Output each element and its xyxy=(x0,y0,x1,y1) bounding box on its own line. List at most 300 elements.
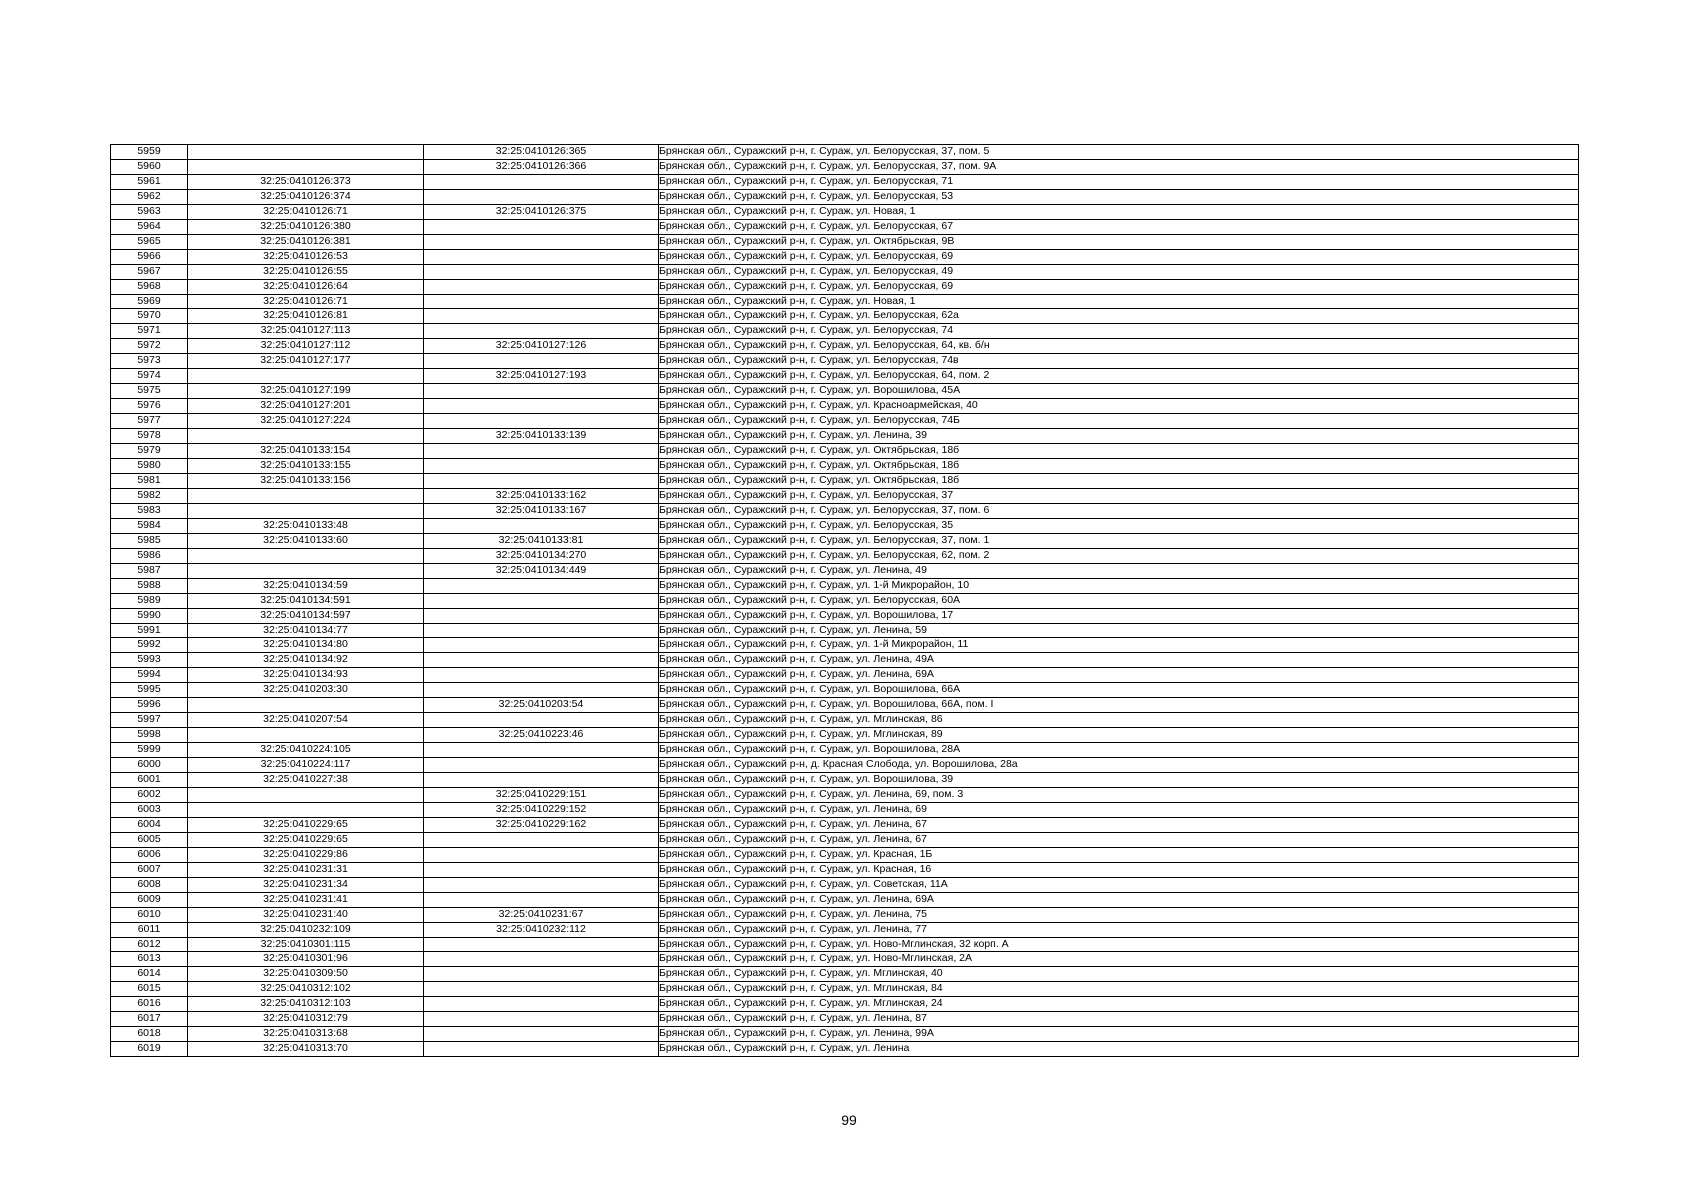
related-cadastral-number-cell: 32:25:0410203:54 xyxy=(424,698,659,713)
cadastral-number-cell: 32:25:0410134:93 xyxy=(188,668,424,683)
row-number-cell: 5999 xyxy=(111,743,188,758)
address-cell: Брянская обл., Суражский р-н, г. Сураж, ул. Октябрьская, 18б xyxy=(659,473,1579,488)
cadastral-number-cell: 32:25:0410231:31 xyxy=(188,862,424,877)
address-cell: Брянская обл., Суражский р-н, г. Сураж, ул. Ворошилова, 17 xyxy=(659,608,1579,623)
table-row xyxy=(111,503,1579,518)
row-number-cell: 5997 xyxy=(111,713,188,728)
table-row xyxy=(111,264,1579,279)
table-row xyxy=(111,219,1579,234)
related-cadastral-number-cell xyxy=(424,279,659,294)
related-cadastral-number-cell: 32:25:0410133:162 xyxy=(424,488,659,503)
related-cadastral-number-cell xyxy=(424,997,659,1012)
related-cadastral-number-cell xyxy=(424,862,659,877)
related-cadastral-number-cell xyxy=(424,399,659,414)
address-cell: Брянская обл., Суражский р-н, г. Сураж, ул. Белорусская, 74Б xyxy=(659,414,1579,429)
cadastral-number-cell: 32:25:0410134:80 xyxy=(188,638,424,653)
related-cadastral-number-cell xyxy=(424,174,659,189)
address-cell: Брянская обл., Суражский р-н, г. Сураж, ул. Белорусская, 37, пом. 5 xyxy=(659,145,1579,160)
address-cell: Брянская обл., Суражский р-н, г. Сураж, ул. Октябрьская, 18б xyxy=(659,444,1579,459)
related-cadastral-number-cell xyxy=(424,638,659,653)
cadastral-number-cell: 32:25:0410127:113 xyxy=(188,324,424,339)
table-row xyxy=(111,713,1579,728)
table-row xyxy=(111,892,1579,907)
cadastral-number-cell xyxy=(188,369,424,384)
table-row xyxy=(111,758,1579,773)
related-cadastral-number-cell xyxy=(424,683,659,698)
cadastral-number-cell: 32:25:0410231:40 xyxy=(188,907,424,922)
table-row xyxy=(111,773,1579,788)
address-cell: Брянская обл., Суражский р-н, г. Сураж, ул. Белорусская, 64, пом. 2 xyxy=(659,369,1579,384)
row-number-cell: 5974 xyxy=(111,369,188,384)
row-number-cell: 6003 xyxy=(111,802,188,817)
address-cell: Брянская обл., Суражский р-н, г. Сураж, ул. Белорусская, 35 xyxy=(659,518,1579,533)
row-number-cell: 6015 xyxy=(111,982,188,997)
address-cell: Брянская обл., Суражский р-н, г. Сураж, ул. Ленина, 69А xyxy=(659,892,1579,907)
row-number-cell: 5994 xyxy=(111,668,188,683)
cadastral-number-cell: 32:25:0410313:70 xyxy=(188,1042,424,1057)
related-cadastral-number-cell xyxy=(424,459,659,474)
address-cell: Брянская обл., Суражский р-н, г. Сураж, ул. Красная, 1Б xyxy=(659,847,1579,862)
cadastral-number-cell: 32:25:0410127:201 xyxy=(188,399,424,414)
table-row xyxy=(111,1027,1579,1042)
cadastral-number-cell: 32:25:0410126:71 xyxy=(188,204,424,219)
address-cell: Брянская обл., Суражский р-н, г. Сураж, ул. Белорусская, 62, пом. 2 xyxy=(659,548,1579,563)
row-number-cell: 6012 xyxy=(111,937,188,952)
table-row xyxy=(111,174,1579,189)
cadastral-number-cell: 32:25:0410227:38 xyxy=(188,773,424,788)
table-row xyxy=(111,638,1579,653)
cadastral-number-cell: 32:25:0410224:105 xyxy=(188,743,424,758)
table-row xyxy=(111,384,1579,399)
address-cell: Брянская обл., Суражский р-н, г. Сураж, ул. Белорусская, 67 xyxy=(659,219,1579,234)
table-row xyxy=(111,862,1579,877)
related-cadastral-number-cell: 32:25:0410126:365 xyxy=(424,145,659,160)
cadastral-number-cell: 32:25:0410229:65 xyxy=(188,832,424,847)
registry-table-body xyxy=(111,145,1579,1057)
cadastral-number-cell: 32:25:0410312:79 xyxy=(188,1012,424,1027)
address-cell: Брянская обл., Суражский р-н, г. Сураж, ул. Ленина, 69, пом. 3 xyxy=(659,787,1579,802)
table-row xyxy=(111,997,1579,1012)
table-row xyxy=(111,787,1579,802)
row-number-cell: 5972 xyxy=(111,339,188,354)
row-number-cell: 5984 xyxy=(111,518,188,533)
table-row xyxy=(111,817,1579,832)
row-number-cell: 5989 xyxy=(111,593,188,608)
row-number-cell: 5993 xyxy=(111,653,188,668)
address-cell: Брянская обл., Суражский р-н, г. Сураж, ул. 1-й Микрорайон, 10 xyxy=(659,578,1579,593)
address-cell: Брянская обл., Суражский р-н, г. Сураж, ул. Ворошилова, 28А xyxy=(659,743,1579,758)
row-number-cell: 5970 xyxy=(111,309,188,324)
cadastral-number-cell xyxy=(188,159,424,174)
row-number-cell: 6017 xyxy=(111,1012,188,1027)
address-cell: Брянская обл., Суражский р-н, г. Сураж, ул. Октябрьская, 9В xyxy=(659,234,1579,249)
address-cell: Брянская обл., Суражский р-н, г. Сураж, ул. Белорусская, 37, пом. 6 xyxy=(659,503,1579,518)
address-cell: Брянская обл., Суражский р-н, г. Сураж, ул. Ленина, 69 xyxy=(659,802,1579,817)
table-row xyxy=(111,533,1579,548)
related-cadastral-number-cell xyxy=(424,832,659,847)
address-cell: Брянская обл., Суражский р-н, г. Сураж, ул. Мглинская, 89 xyxy=(659,728,1579,743)
address-cell: Брянская обл., Суражский р-н, г. Сураж, ул. Белорусская, 74в xyxy=(659,354,1579,369)
row-number-cell: 5967 xyxy=(111,264,188,279)
address-cell: Брянская обл., Суражский р-н, г. Сураж, ул. Ворошилова, 66А xyxy=(659,683,1579,698)
row-number-cell: 5987 xyxy=(111,563,188,578)
cadastral-number-cell: 32:25:0410127:224 xyxy=(188,414,424,429)
related-cadastral-number-cell: 32:25:0410229:152 xyxy=(424,802,659,817)
related-cadastral-number-cell: 32:25:0410134:449 xyxy=(424,563,659,578)
related-cadastral-number-cell xyxy=(424,892,659,907)
table-row xyxy=(111,563,1579,578)
row-number-cell: 5961 xyxy=(111,174,188,189)
cadastral-number-cell: 32:25:0410134:92 xyxy=(188,653,424,668)
address-cell: Брянская обл., Суражский р-н, г. Сураж, ул. Мглинская, 84 xyxy=(659,982,1579,997)
cadastral-number-cell xyxy=(188,563,424,578)
table-row xyxy=(111,802,1579,817)
cadastral-number-cell: 32:25:0410224:117 xyxy=(188,758,424,773)
table-row xyxy=(111,1042,1579,1057)
row-number-cell: 5965 xyxy=(111,234,188,249)
table-row xyxy=(111,459,1579,474)
related-cadastral-number-cell xyxy=(424,952,659,967)
cadastral-number-cell: 32:25:0410127:199 xyxy=(188,384,424,399)
address-cell: Брянская обл., Суражский р-н, г. Сураж, ул. Ново-Мглинская, 2А xyxy=(659,952,1579,967)
table-row xyxy=(111,1012,1579,1027)
cadastral-number-cell xyxy=(188,503,424,518)
table-row xyxy=(111,279,1579,294)
address-cell: Брянская обл., Суражский р-н, г. Сураж, ул. Белорусская, 64, кв. б/н xyxy=(659,339,1579,354)
cadastral-number-cell: 32:25:0410126:373 xyxy=(188,174,424,189)
row-number-cell: 6004 xyxy=(111,817,188,832)
table-row xyxy=(111,444,1579,459)
address-cell: Брянская обл., Суражский р-н, г. Сураж, ул. Белорусская, 62а xyxy=(659,309,1579,324)
row-number-cell: 6005 xyxy=(111,832,188,847)
row-number-cell: 5985 xyxy=(111,533,188,548)
related-cadastral-number-cell xyxy=(424,877,659,892)
cadastral-number-cell: 32:25:0410301:96 xyxy=(188,952,424,967)
row-number-cell: 5988 xyxy=(111,578,188,593)
row-number-cell: 5960 xyxy=(111,159,188,174)
cadastral-number-cell: 32:25:0410312:102 xyxy=(188,982,424,997)
related-cadastral-number-cell: 32:25:0410133:81 xyxy=(424,533,659,548)
table-row xyxy=(111,698,1579,713)
cadastral-number-cell: 32:25:0410126:380 xyxy=(188,219,424,234)
related-cadastral-number-cell xyxy=(424,249,659,264)
row-number-cell: 5969 xyxy=(111,294,188,309)
cadastral-number-cell: 32:25:0410134:77 xyxy=(188,623,424,638)
cadastral-number-cell: 32:25:0410312:103 xyxy=(188,997,424,1012)
address-cell: Брянская обл., Суражский р-н, г. Сураж, ул. 1-й Микрорайон, 11 xyxy=(659,638,1579,653)
cadastral-number-cell: 32:25:0410229:86 xyxy=(188,847,424,862)
property-registry-table xyxy=(110,144,1579,1057)
row-number-cell: 5976 xyxy=(111,399,188,414)
table-row xyxy=(111,488,1579,503)
related-cadastral-number-cell: 32:25:0410223:46 xyxy=(424,728,659,743)
related-cadastral-number-cell xyxy=(424,593,659,608)
related-cadastral-number-cell xyxy=(424,847,659,862)
related-cadastral-number-cell xyxy=(424,354,659,369)
row-number-cell: 5966 xyxy=(111,249,188,264)
row-number-cell: 6001 xyxy=(111,773,188,788)
row-number-cell: 6002 xyxy=(111,787,188,802)
row-number-cell: 5978 xyxy=(111,429,188,444)
cadastral-number-cell: 32:25:0410133:48 xyxy=(188,518,424,533)
address-cell: Брянская обл., Суражский р-н, г. Сураж, ул. Мглинская, 86 xyxy=(659,713,1579,728)
registry-sheet xyxy=(110,144,1578,1057)
row-number-cell: 5981 xyxy=(111,473,188,488)
related-cadastral-number-cell xyxy=(424,578,659,593)
related-cadastral-number-cell xyxy=(424,444,659,459)
table-row xyxy=(111,369,1579,384)
cadastral-number-cell: 32:25:0410126:81 xyxy=(188,309,424,324)
address-cell: Брянская обл., Суражский р-н, г. Сураж, ул. Октябрьская, 18б xyxy=(659,459,1579,474)
table-row xyxy=(111,429,1579,444)
related-cadastral-number-cell: 32:25:0410229:162 xyxy=(424,817,659,832)
address-cell: Брянская обл., Суражский р-н, г. Сураж, ул. Ново-Мглинская, 32 корп. А xyxy=(659,937,1579,952)
cadastral-number-cell: 32:25:0410133:155 xyxy=(188,459,424,474)
row-number-cell: 6010 xyxy=(111,907,188,922)
row-number-cell: 5968 xyxy=(111,279,188,294)
row-number-cell: 6016 xyxy=(111,997,188,1012)
row-number-cell: 5992 xyxy=(111,638,188,653)
table-row xyxy=(111,189,1579,204)
row-number-cell: 5991 xyxy=(111,623,188,638)
related-cadastral-number-cell: 32:25:0410127:193 xyxy=(424,369,659,384)
cadastral-number-cell xyxy=(188,145,424,160)
row-number-cell: 6007 xyxy=(111,862,188,877)
cadastral-number-cell xyxy=(188,488,424,503)
table-row xyxy=(111,578,1579,593)
table-row xyxy=(111,668,1579,683)
address-cell: Брянская обл., Суражский р-н, г. Сураж, ул. Мглинская, 40 xyxy=(659,967,1579,982)
related-cadastral-number-cell xyxy=(424,937,659,952)
related-cadastral-number-cell xyxy=(424,623,659,638)
related-cadastral-number-cell xyxy=(424,309,659,324)
cadastral-number-cell: 32:25:0410313:68 xyxy=(188,1027,424,1042)
address-cell: Брянская обл., Суражский р-н, г. Сураж, ул. Ленина, 67 xyxy=(659,817,1579,832)
address-cell: Брянская обл., Суражский р-н, г. Сураж, ул. Белорусская, 74 xyxy=(659,324,1579,339)
row-number-cell: 5971 xyxy=(111,324,188,339)
related-cadastral-number-cell xyxy=(424,264,659,279)
table-row xyxy=(111,608,1579,623)
table-row xyxy=(111,518,1579,533)
related-cadastral-number-cell xyxy=(424,294,659,309)
related-cadastral-number-cell: 32:25:0410229:151 xyxy=(424,787,659,802)
related-cadastral-number-cell xyxy=(424,219,659,234)
row-number-cell: 6018 xyxy=(111,1027,188,1042)
table-row xyxy=(111,623,1579,638)
row-number-cell: 6009 xyxy=(111,892,188,907)
row-number-cell: 6008 xyxy=(111,877,188,892)
cadastral-number-cell: 32:25:0410127:112 xyxy=(188,339,424,354)
table-row xyxy=(111,548,1579,563)
table-row xyxy=(111,593,1579,608)
address-cell: Брянская обл., Суражский р-н, г. Сураж, ул. Советская, 11А xyxy=(659,877,1579,892)
related-cadastral-number-cell xyxy=(424,473,659,488)
address-cell: Брянская обл., Суражский р-н, г. Сураж, ул. Новая, 1 xyxy=(659,204,1579,219)
related-cadastral-number-cell xyxy=(424,518,659,533)
address-cell: Брянская обл., Суражский р-н, д. Красная Слобода, ул. Ворошилова, 28а xyxy=(659,758,1579,773)
address-cell: Брянская обл., Суражский р-н, г. Сураж, ул. Ленина, 67 xyxy=(659,832,1579,847)
page-number: 99 xyxy=(841,1112,857,1128)
related-cadastral-number-cell: 32:25:0410126:375 xyxy=(424,204,659,219)
related-cadastral-number-cell xyxy=(424,653,659,668)
table-row xyxy=(111,145,1579,160)
cadastral-number-cell xyxy=(188,728,424,743)
cadastral-number-cell: 32:25:0410301:115 xyxy=(188,937,424,952)
cadastral-number-cell: 32:25:0410133:154 xyxy=(188,444,424,459)
address-cell: Брянская обл., Суражский р-н, г. Сураж, ул. Ленина, 49А xyxy=(659,653,1579,668)
address-cell: Брянская обл., Суражский р-н, г. Сураж, ул. Ленина, 49 xyxy=(659,563,1579,578)
related-cadastral-number-cell xyxy=(424,743,659,758)
cadastral-number-cell xyxy=(188,548,424,563)
table-row xyxy=(111,847,1579,862)
cadastral-number-cell: 32:25:0410134:591 xyxy=(188,593,424,608)
cadastral-number-cell: 32:25:0410231:41 xyxy=(188,892,424,907)
address-cell: Брянская обл., Суражский р-н, г. Сураж, ул. Ворошилова, 45А xyxy=(659,384,1579,399)
related-cadastral-number-cell xyxy=(424,234,659,249)
related-cadastral-number-cell: 32:25:0410126:366 xyxy=(424,159,659,174)
cadastral-number-cell: 32:25:0410126:55 xyxy=(188,264,424,279)
address-cell: Брянская обл., Суражский р-н, г. Сураж, ул. Ленина, 69А xyxy=(659,668,1579,683)
address-cell: Брянская обл., Суражский р-н, г. Сураж, ул. Белорусская, 69 xyxy=(659,279,1579,294)
table-row xyxy=(111,309,1579,324)
cadastral-number-cell: 32:25:0410126:71 xyxy=(188,294,424,309)
related-cadastral-number-cell xyxy=(424,324,659,339)
cadastral-number-cell: 32:25:0410126:374 xyxy=(188,189,424,204)
cadastral-number-cell: 32:25:0410126:53 xyxy=(188,249,424,264)
related-cadastral-number-cell: 32:25:0410232:112 xyxy=(424,922,659,937)
related-cadastral-number-cell xyxy=(424,668,659,683)
address-cell: Брянская обл., Суражский р-н, г. Сураж, ул. Ленина, 39 xyxy=(659,429,1579,444)
related-cadastral-number-cell xyxy=(424,1012,659,1027)
cadastral-number-cell: 32:25:0410229:65 xyxy=(188,817,424,832)
cadastral-number-cell: 32:25:0410134:597 xyxy=(188,608,424,623)
cadastral-number-cell: 32:25:0410232:109 xyxy=(188,922,424,937)
related-cadastral-number-cell xyxy=(424,773,659,788)
address-cell: Брянская обл., Суражский р-н, г. Сураж, ул. Ленина, 77 xyxy=(659,922,1579,937)
table-row xyxy=(111,877,1579,892)
row-number-cell: 5982 xyxy=(111,488,188,503)
row-number-cell: 6013 xyxy=(111,952,188,967)
table-row xyxy=(111,967,1579,982)
table-row xyxy=(111,294,1579,309)
row-number-cell: 5995 xyxy=(111,683,188,698)
related-cadastral-number-cell: 32:25:0410133:139 xyxy=(424,429,659,444)
address-cell: Брянская обл., Суражский р-н, г. Сураж, ул. Белорусская, 49 xyxy=(659,264,1579,279)
address-cell: Брянская обл., Суражский р-н, г. Сураж, ул. Ленина, 59 xyxy=(659,623,1579,638)
address-cell: Брянская обл., Суражский р-н, г. Сураж, ул. Белорусская, 53 xyxy=(659,189,1579,204)
related-cadastral-number-cell xyxy=(424,1042,659,1057)
address-cell: Брянская обл., Суражский р-н, г. Сураж, ул. Ворошилова, 39 xyxy=(659,773,1579,788)
row-number-cell: 5977 xyxy=(111,414,188,429)
address-cell: Брянская обл., Суражский р-н, г. Сураж, ул. Белорусская, 37, пом. 1 xyxy=(659,533,1579,548)
cadastral-number-cell xyxy=(188,429,424,444)
table-row xyxy=(111,907,1579,922)
related-cadastral-number-cell xyxy=(424,758,659,773)
cadastral-number-cell xyxy=(188,802,424,817)
row-number-cell: 6019 xyxy=(111,1042,188,1057)
address-cell: Брянская обл., Суражский р-н, г. Сураж, ул. Белорусская, 69 xyxy=(659,249,1579,264)
address-cell: Брянская обл., Суражский р-н, г. Сураж, ул. Ленина, 75 xyxy=(659,907,1579,922)
table-row xyxy=(111,952,1579,967)
cadastral-number-cell: 32:25:0410231:34 xyxy=(188,877,424,892)
cadastral-number-cell: 32:25:0410126:381 xyxy=(188,234,424,249)
related-cadastral-number-cell: 32:25:0410127:126 xyxy=(424,339,659,354)
table-row xyxy=(111,832,1579,847)
row-number-cell: 5973 xyxy=(111,354,188,369)
cadastral-number-cell: 32:25:0410126:64 xyxy=(188,279,424,294)
address-cell: Брянская обл., Суражский р-н, г. Сураж, ул. Белорусская, 71 xyxy=(659,174,1579,189)
cadastral-number-cell: 32:25:0410133:60 xyxy=(188,533,424,548)
address-cell: Брянская обл., Суражский р-н, г. Сураж, ул. Красноармейская, 40 xyxy=(659,399,1579,414)
related-cadastral-number-cell xyxy=(424,982,659,997)
related-cadastral-number-cell: 32:25:0410231:67 xyxy=(424,907,659,922)
table-row xyxy=(111,399,1579,414)
related-cadastral-number-cell: 32:25:0410133:167 xyxy=(424,503,659,518)
table-row xyxy=(111,683,1579,698)
row-number-cell: 6000 xyxy=(111,758,188,773)
cadastral-number-cell: 32:25:0410309:50 xyxy=(188,967,424,982)
address-cell: Брянская обл., Суражский р-н, г. Сураж, ул. Ворошилова, 66А, пом. I xyxy=(659,698,1579,713)
address-cell: Брянская обл., Суражский р-н, г. Сураж, ул. Мглинская, 24 xyxy=(659,997,1579,1012)
table-row xyxy=(111,204,1579,219)
related-cadastral-number-cell xyxy=(424,189,659,204)
related-cadastral-number-cell xyxy=(424,414,659,429)
address-cell: Брянская обл., Суражский р-н, г. Сураж, ул. Красная, 16 xyxy=(659,862,1579,877)
address-cell: Брянская обл., Суражский р-н, г. Сураж, ул. Ленина, 87 xyxy=(659,1012,1579,1027)
table-row xyxy=(111,159,1579,174)
address-cell: Брянская обл., Суражский р-н, г. Сураж, ул. Ленина, 99А xyxy=(659,1027,1579,1042)
table-row xyxy=(111,324,1579,339)
row-number-cell: 5963 xyxy=(111,204,188,219)
related-cadastral-number-cell xyxy=(424,1027,659,1042)
table-row xyxy=(111,922,1579,937)
row-number-cell: 5986 xyxy=(111,548,188,563)
cadastral-number-cell: 32:25:0410133:156 xyxy=(188,473,424,488)
cadastral-number-cell: 32:25:0410203:30 xyxy=(188,683,424,698)
row-number-cell: 5998 xyxy=(111,728,188,743)
row-number-cell: 5996 xyxy=(111,698,188,713)
table-row xyxy=(111,743,1579,758)
address-cell: Брянская обл., Суражский р-н, г. Сураж, ул. Новая, 1 xyxy=(659,294,1579,309)
table-row xyxy=(111,414,1579,429)
table-row xyxy=(111,937,1579,952)
row-number-cell: 5990 xyxy=(111,608,188,623)
row-number-cell: 5979 xyxy=(111,444,188,459)
table-row xyxy=(111,728,1579,743)
related-cadastral-number-cell xyxy=(424,608,659,623)
address-cell: Брянская обл., Суражский р-н, г. Сураж, ул. Белорусская, 37 xyxy=(659,488,1579,503)
row-number-cell: 5959 xyxy=(111,145,188,160)
row-number-cell: 6014 xyxy=(111,967,188,982)
related-cadastral-number-cell xyxy=(424,967,659,982)
cadastral-number-cell xyxy=(188,698,424,713)
table-row xyxy=(111,354,1579,369)
row-number-cell: 5975 xyxy=(111,384,188,399)
cadastral-number-cell: 32:25:0410207:54 xyxy=(188,713,424,728)
table-row xyxy=(111,234,1579,249)
address-cell: Брянская обл., Суражский р-н, г. Сураж, ул. Белорусская, 37, пом. 9А xyxy=(659,159,1579,174)
table-row xyxy=(111,653,1579,668)
table-row xyxy=(111,339,1579,354)
related-cadastral-number-cell xyxy=(424,384,659,399)
address-cell: Брянская обл., Суражский р-н, г. Сураж, ул. Белорусская, 60А xyxy=(659,593,1579,608)
table-row xyxy=(111,982,1579,997)
table-row xyxy=(111,249,1579,264)
table-row xyxy=(111,473,1579,488)
row-number-cell: 5964 xyxy=(111,219,188,234)
related-cadastral-number-cell xyxy=(424,713,659,728)
row-number-cell: 6006 xyxy=(111,847,188,862)
